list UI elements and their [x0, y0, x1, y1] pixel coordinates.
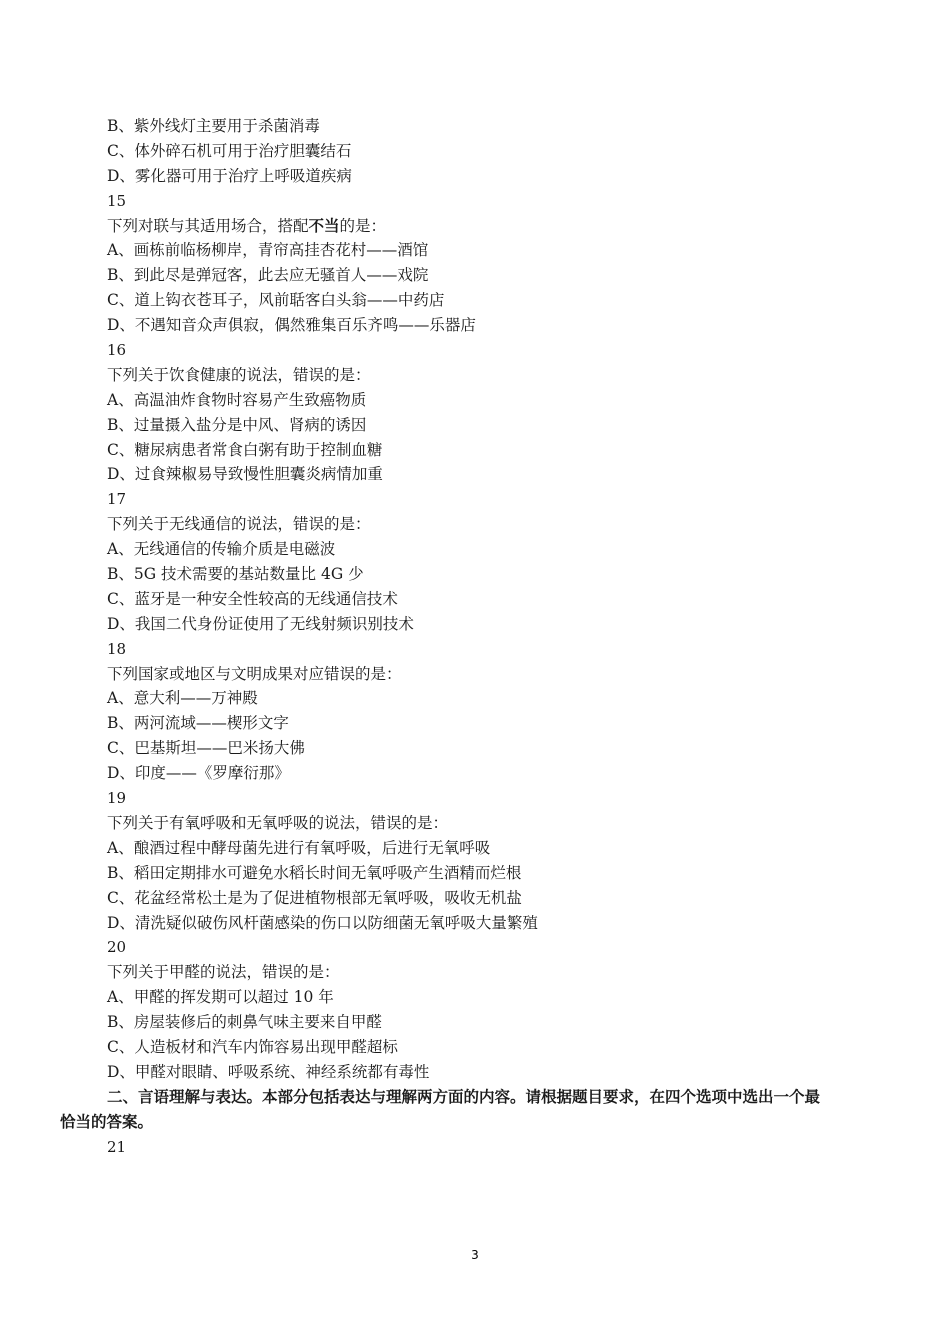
q17-option-a: A、无线通信的传输介质是电磁波	[107, 540, 336, 559]
section-2-heading	[60, 1085, 887, 1135]
q16-option-b: B、过量摄入盐分是中风、肾病的诱因	[107, 415, 367, 434]
q18-option-a: A、意大利——万神殿	[107, 689, 258, 708]
q17-option-c: C、蓝牙是一种安全性较高的无线通信技术	[107, 589, 398, 608]
q14-option-d: D、雾化器可用于治疗上呼吸道疾病	[107, 166, 352, 185]
page-content	[60, 114, 887, 1159]
q19-number: 19	[107, 789, 127, 808]
q20-option-c: C、人造板材和汽车内饰容易出现甲醛超标	[107, 1037, 398, 1056]
q15-stem-bold: 不当	[308, 216, 340, 235]
q19-stem: 下列关于有氧呼吸和无氧呼吸的说法，错误的是：	[107, 813, 449, 832]
q15-option-d: D、不遇知音众声俱寂，偶然雅集百乐齐鸣——乐器店	[107, 316, 476, 335]
q20-option-d: D、甲醛对眼睛、呼吸系统、神经系统都有毒性	[107, 1062, 430, 1081]
q19-option-b: B、稻田定期排水可避免水稻长时间无氧呼吸产生酒精而烂根	[107, 863, 522, 882]
q17-number: 17	[107, 490, 127, 509]
q20-option-b: B、房屋装修后的刺鼻气味主要来自甲醛	[107, 1013, 382, 1032]
q21-number: 21	[107, 1137, 127, 1156]
q15-stem-post: 的是：	[339, 216, 387, 235]
q16-stem: 下列关于饮食健康的说法，错误的是：	[107, 365, 371, 384]
q15-option-a: A、画栋前临杨柳岸，青帘高挂杏花村——酒馆	[107, 241, 429, 260]
q17-option-b: B、5G 技术需要的基站数量比 4G 少	[107, 565, 364, 584]
q19-option-c: C、花盆经常松土是为了促进植物根部无氧呼吸，吸收无机盐	[107, 888, 522, 907]
q17-stem: 下列关于无线通信的说法，错误的是：	[107, 515, 371, 534]
q16-number: 16	[107, 341, 127, 360]
q19-option-a: A、酿酒过程中酵母菌先进行有氧呼吸，后进行无氧呼吸	[107, 838, 491, 857]
q20-stem: 下列关于甲醛的说法，错误的是：	[107, 963, 340, 982]
q16-option-a: A、高温油炸食物时容易产生致癌物质	[107, 390, 367, 409]
q17-option-d: D、我国二代身份证使用了无线射频识别技术	[107, 614, 414, 633]
q19-option-d: D、清洗疑似破伤风杆菌感染的伤口以防细菌无氧呼吸大量繁殖	[107, 913, 538, 932]
q20-number: 20	[107, 938, 127, 957]
q15-option-c: C、道上钩衣苍耳子，风前聒客白头翁——中药店	[107, 291, 445, 310]
q18-option-b: B、两河流域——楔形文字	[107, 714, 289, 733]
q16-option-d: D、过食辣椒易导致慢性胆囊炎病情加重	[107, 465, 383, 484]
section-2-heading-line2: 恰当的答案。	[60, 1112, 154, 1131]
q18-option-d: D、印度——《罗摩衍那》	[107, 764, 290, 783]
q20-option-a: A、甲醛的挥发期可以超过 10 年	[107, 988, 334, 1007]
q16-option-c: C、糖尿病患者常食白粥有助于控制血糖	[107, 440, 383, 459]
q18-stem: 下列国家或地区与文明成果对应错误的是：	[107, 664, 402, 683]
q18-option-c: C、巴基斯坦——巴米扬大佛	[107, 739, 305, 758]
page-number: 3	[471, 1248, 479, 1262]
q14-option-b: B、紫外线灯主要用于杀菌消毒	[107, 117, 320, 135]
q15-number: 15	[107, 191, 127, 210]
q15-stem	[107, 214, 887, 239]
section-2-heading-line1: 二、言语理解与表达。本部分包括表达与理解两方面的内容。请根据题目要求，在四个选项中选出一个最	[107, 1087, 821, 1106]
q18-number: 18	[107, 639, 127, 658]
q15-option-b: B、到此尽是弹冠客，此去应无骚首人——戏院	[107, 266, 429, 285]
q14-option-c: C、体外碎石机可用于治疗胆囊结石	[107, 141, 352, 160]
q15-stem-pre: 下列对联与其适用场合，搭配	[107, 216, 309, 235]
